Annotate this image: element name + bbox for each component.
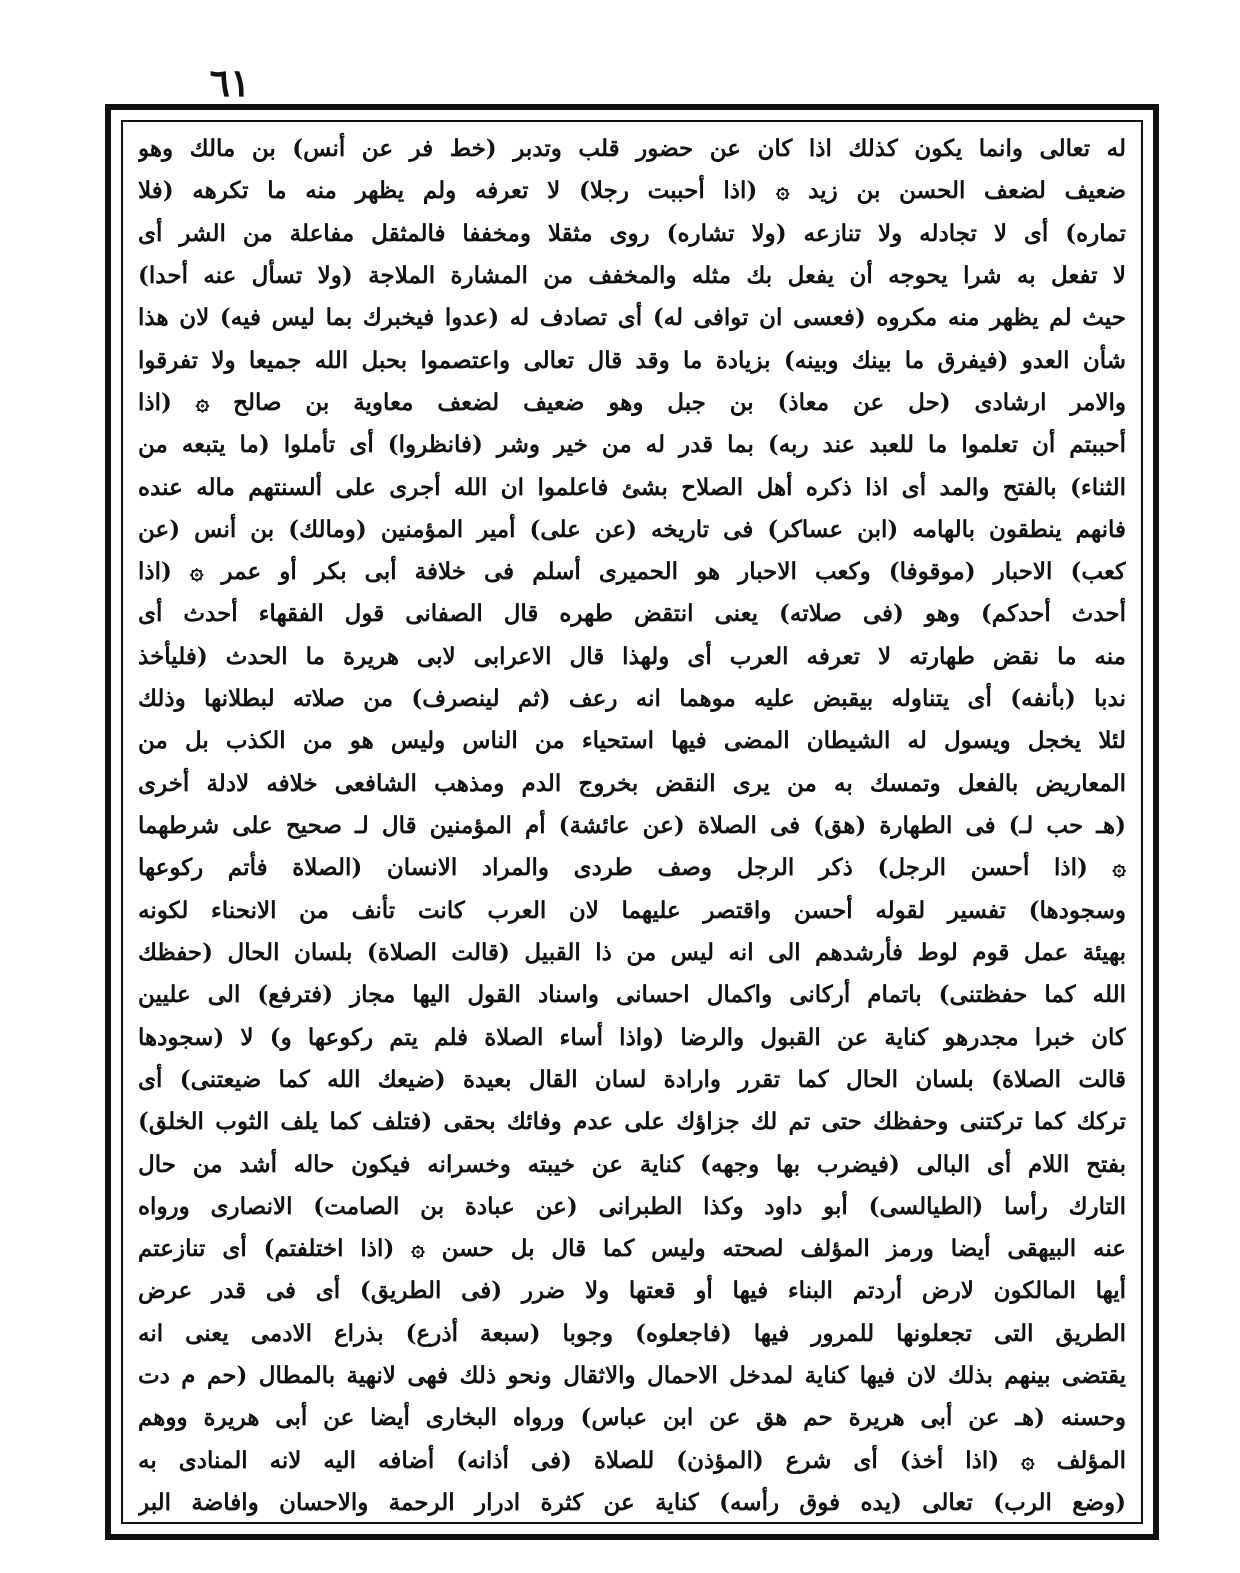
- text-line: وسجودها) تفسير لقوله أحسن واقتصر عليهما لان العرب كانت تأنف من الانحناء لكونه: [138, 896, 1126, 924]
- text-line: يقتضى بينهم بذلك لان فيها كناية لمدخل الاحمال والاثقال ونحو ذلك فهى لانهية بالمطال (حم م دت: [138, 1362, 1126, 1390]
- text-line: عنه البيهقى أيضا ورمز المؤلف لصحته وليس كما قال بل حسن ۞ (اذا اختلفتم) أى تنازعتم: [138, 1235, 1126, 1263]
- text-line: شأن العدو (فيفرق ما بينك وبينه) بزيادة ما وقد قال تعالى واعتصموا بحبل الله جميعا ولا تفرقوا: [138, 346, 1126, 374]
- text-line: بفتح اللام أى البالى (فيضرب بها وجهه) كناية عن خيبته وخسرانه فيكون حاله أشد من حال: [138, 1150, 1126, 1178]
- text-line: منه ما نقض طهارته لا تعرفه العرب أى ولهذا قال الاعرابى لابى هريرة ما الحدث (فليأخذ: [138, 642, 1126, 670]
- text-line: قالت الصلاة) بلسان الحال كما تقرر وارادة لسان القال بعيدة (ضيعك الله كما ضيعتنى) أى: [138, 1065, 1126, 1093]
- text-line: تركك كما تركتنى وحفظك حتى تم لك جزاؤك على عدم وفائك بحقى (فتلف كما يلف الثوب الخلق): [138, 1108, 1126, 1136]
- text-line: (هـ حب لـ) فى الطهارة (هق) فى الصلاة (عن عائشة) أم المؤمنين قال لـ صحيح على شرطهما: [138, 812, 1126, 839]
- text-line: المؤلف ۞ (اذا أخذ) أى شرع (المؤذن) للصلاة (فى أذانه) أضافه اليه لانه المنادى به: [138, 1446, 1126, 1474]
- text-line: لئلا يخجل ويسول له الشيطان المضى فيها استحياء من الناس وليس هو من الكذب بل من: [138, 727, 1126, 755]
- text-line: تماره) أى لا تجادله ولا تنازعه (ولا تشاره) روى مثقلا ومخففا فالمثقل مفاعلة من الشر أى: [138, 219, 1126, 247]
- text-line: كعب) الاحبار (موقوفا) وكعب الاحبار هو الحميرى أسلم فى خلافة أبى بكر أو عمر ۞ (اذا: [138, 558, 1126, 586]
- text-line: ۞ (اذا أحسن الرجل) ذكر الرجل وصف طردى والمراد الانسان (الصلاة فأتم ركوعها: [138, 854, 1126, 882]
- text-line: كان خبرا مجدرهو كناية عن القبول والرضا (واذا أساء الصلاة فلم يتم ركوعها و) لا (سجودها: [138, 1023, 1126, 1051]
- body-text: [138, 130, 1126, 1522]
- text-line: الطريق التى تجعلونها للمرور فيها (فاجعلوه) وجوبا (سبعة أذرع) بذراع الادمى يعنى انه: [138, 1319, 1126, 1347]
- page-number: ٦١: [209, 60, 251, 105]
- text-line: والامر ارشادى (حل عن معاذ) بن جبل وهو ضعيف لضعف معاوية بن صالح ۞ (اذا: [138, 388, 1126, 416]
- text-line: ضعيف لضعف الحسن بن زيد ۞ (اذا أحببت رجلا) لا تعرفه ولم يظهر منه ما تكرهه (فلا: [138, 177, 1126, 205]
- text-line: أحدث أحدكم) وهو (فى صلاته) يعنى انتقض طهره قال الصفانى قول الفقهاء أحدث أى: [138, 600, 1126, 628]
- text-line: حيث لم يظهر منه مكروه (فعسى ان توافى له) أى تصادف له (عدوا فيخبرك بما ليس فيه) لان هذا: [138, 304, 1126, 332]
- text-line: بهيئة عمل قوم لوط فأرشدهم الى انه ليس من ذا القبيل (قالت الصلاة) بلسان الحال (حفظك: [138, 938, 1126, 966]
- text-line: فانهم ينطقون بالهامه (ابن عساكر) فى تاريخه (عن على) أمير المؤمنين (ومالك) بن أنس (عن: [138, 515, 1126, 543]
- text-line: المعاريض بالفعل وتمسك به من يرى النقض بخروج الدم ومذهب الشافعى خلافه لادلة أخرى: [138, 769, 1126, 797]
- text-line: له تعالى وانما يكون كذلك اذا كان عن حضور قلب وتدبر (خط فر عن أنس) بن مالك وهو: [138, 135, 1126, 162]
- text-line: أحببتم أن تعلموا ما للعبد عند ربه) بما قدر له من خير وشر (فانظروا) أى تأملوا (ما يتبعه من: [138, 431, 1126, 459]
- text-line: التارك رأسا (الطيالسى) أبو داود وكذا الطبرانى (عن عبادة بن الصامت) الانصارى ورواه: [138, 1192, 1126, 1220]
- text-line: الله كما حفظتنى) باتمام أركانى واكمال احسانى واسناد القول اليها مجاز (فترفع) الى عليين: [138, 981, 1126, 1009]
- text-line: أيها المالكون لارض أردتم البناء فيها أو قعتها ولا ضرر (فى الطريق) أى فى قدر عرض: [138, 1277, 1126, 1305]
- text-line: (وضع الرب) تعالى (يده فوق رأسه) كناية عن كثرة ادرار الرحمة والاحسان وافاضة البر: [138, 1489, 1126, 1516]
- text-line: الثناء) بالفتح والمد أى اذا ذكره أهل الصلاح بشئ فاعلموا ان الله أجرى على ألسنتهم ماله عنده: [138, 473, 1126, 501]
- text-line: وحسنه (هـ عن أبى هريرة حم هق عن ابن عباس) ورواه البخارى أيضا عن أبى هريرة ووهم: [138, 1404, 1126, 1432]
- text-line: ندبا (بأنفه) أى يتناوله بيقبض عليه موهما انه رعف (ثم لينصرف) من صلاته لبطلانها وذلك: [138, 685, 1126, 713]
- text-line: لا تفعل به شرا يحوجه أن يفعل بك مثله والمخفف من المشارة الملاجة (ولا تسأل عنه أحدا): [138, 261, 1126, 289]
